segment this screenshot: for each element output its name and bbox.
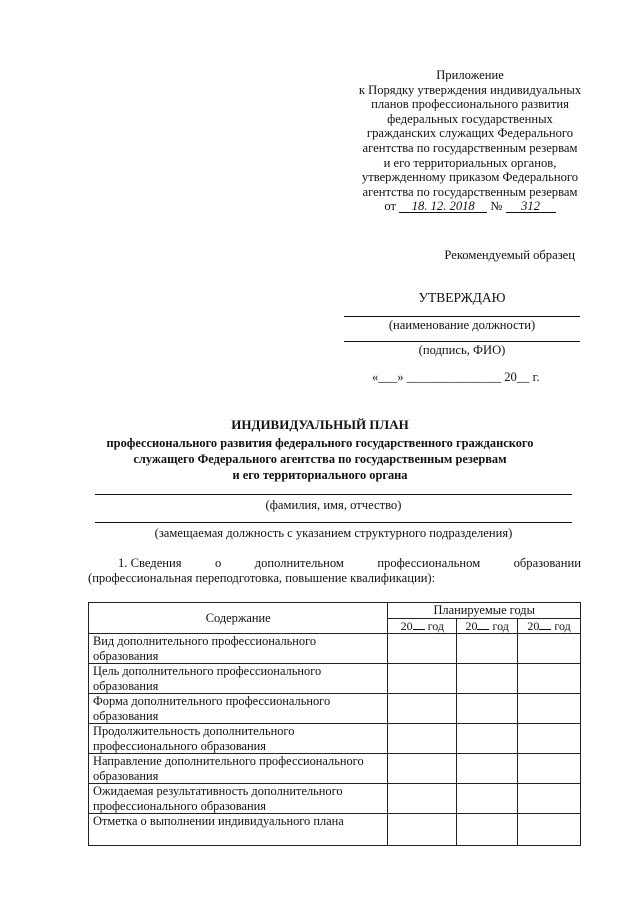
row-label: Вид дополнительного профессионального образования bbox=[89, 634, 388, 664]
year-cell[interactable] bbox=[457, 814, 518, 846]
year-cell[interactable] bbox=[518, 724, 581, 754]
row-label: Цель дополнительного профессионального образования bbox=[89, 664, 388, 694]
table-row bbox=[89, 694, 581, 724]
year-cell[interactable] bbox=[518, 754, 581, 784]
fio-line bbox=[95, 494, 572, 495]
year-cell[interactable] bbox=[457, 724, 518, 754]
header-year: 20 год bbox=[457, 618, 518, 634]
year-cell[interactable] bbox=[457, 754, 518, 784]
approve-date-line: «___» _______________ 20__ г. bbox=[372, 370, 540, 384]
appendix-line: гражданских служащих Федерального bbox=[366, 126, 574, 141]
appendix-line: Приложение bbox=[436, 68, 504, 82]
year-cell[interactable] bbox=[457, 694, 518, 724]
year-cell[interactable] bbox=[518, 694, 581, 724]
table-row bbox=[89, 784, 581, 814]
year-cell[interactable] bbox=[518, 784, 581, 814]
year-cell[interactable] bbox=[518, 664, 581, 694]
year-cell[interactable] bbox=[457, 664, 518, 694]
table-row bbox=[89, 724, 581, 754]
education-plan-table bbox=[88, 602, 581, 846]
year-cell[interactable] bbox=[388, 784, 457, 814]
handwritten-number: 312 bbox=[506, 200, 556, 213]
year-cell[interactable] bbox=[518, 634, 581, 664]
position-caption: (наименование должности) bbox=[388, 318, 536, 332]
year-cell[interactable] bbox=[518, 814, 581, 846]
year-cell[interactable] bbox=[388, 814, 457, 846]
document-title: ИНДИВИДУАЛЬНЫЙ ПЛАН bbox=[231, 417, 409, 432]
header-planned-years: Планируемые годы bbox=[388, 603, 581, 619]
appendix-header bbox=[345, 68, 595, 214]
year-cell[interactable] bbox=[388, 754, 457, 784]
year-cell[interactable] bbox=[388, 634, 457, 664]
row-label: Направление дополнительного профессионального образования bbox=[89, 754, 388, 784]
year-cell[interactable] bbox=[457, 634, 518, 664]
year-cell[interactable] bbox=[388, 664, 457, 694]
table-row bbox=[89, 634, 581, 664]
header-year: 20 год bbox=[518, 618, 581, 634]
position-field-line bbox=[95, 522, 572, 523]
year-cell[interactable] bbox=[457, 784, 518, 814]
appendix-line: федеральных государственных bbox=[387, 111, 553, 126]
section-1-heading: 1. Сведения о дополнительном профессиональном образовании (профессиональная переподготовка, повышение квалификации): bbox=[88, 556, 581, 585]
appendix-line: утвержденному приказом Федерального bbox=[361, 170, 579, 185]
table-row bbox=[89, 664, 581, 694]
row-label: Форма дополнительного профессионального образования bbox=[89, 694, 388, 724]
sample-label: Рекомендуемый образец bbox=[444, 248, 575, 262]
approve-title: УТВЕРЖДАЮ bbox=[418, 290, 506, 305]
row-label: Ожидаемая результативность дополнительного профессионального образования bbox=[89, 784, 388, 814]
row-label: Отметка о выполнении индивидуального плана bbox=[89, 814, 388, 846]
signature-caption: (подпись, ФИО) bbox=[418, 343, 506, 357]
year-cell[interactable] bbox=[388, 724, 457, 754]
appendix-line: агентства по государственным резервам bbox=[362, 140, 578, 155]
header-year: 20 год bbox=[388, 618, 457, 634]
fio-caption: (фамилия, имя, отчество) bbox=[265, 498, 402, 512]
row-label: Продолжительность дополнительного профессионального образования bbox=[89, 724, 388, 754]
order-date-line: от 18. 12. 2018 № 312 bbox=[345, 199, 595, 214]
appendix-line: и его территориальных органов, bbox=[383, 155, 557, 170]
document-subtitle: профессионального развития федерального государственного гражданского служащего Федерального агентства по государственным резервам и его территориального органа bbox=[106, 436, 534, 482]
year-cell[interactable] bbox=[388, 694, 457, 724]
appendix-line: агентства по государственным резервам bbox=[362, 184, 578, 199]
handwritten-date: 18. 12. 2018 bbox=[399, 200, 487, 213]
signature-line bbox=[344, 341, 580, 342]
appendix-line: к Порядку утверждения индивидуальных bbox=[358, 82, 582, 97]
appendix-line: планов профессионального развития bbox=[371, 97, 569, 112]
header-content: Содержание bbox=[89, 603, 388, 634]
table-row bbox=[89, 754, 581, 784]
position-line bbox=[344, 316, 580, 317]
position-field-caption: (замещаемая должность с указанием структурного подразделения) bbox=[154, 526, 513, 540]
table-row bbox=[89, 814, 581, 846]
